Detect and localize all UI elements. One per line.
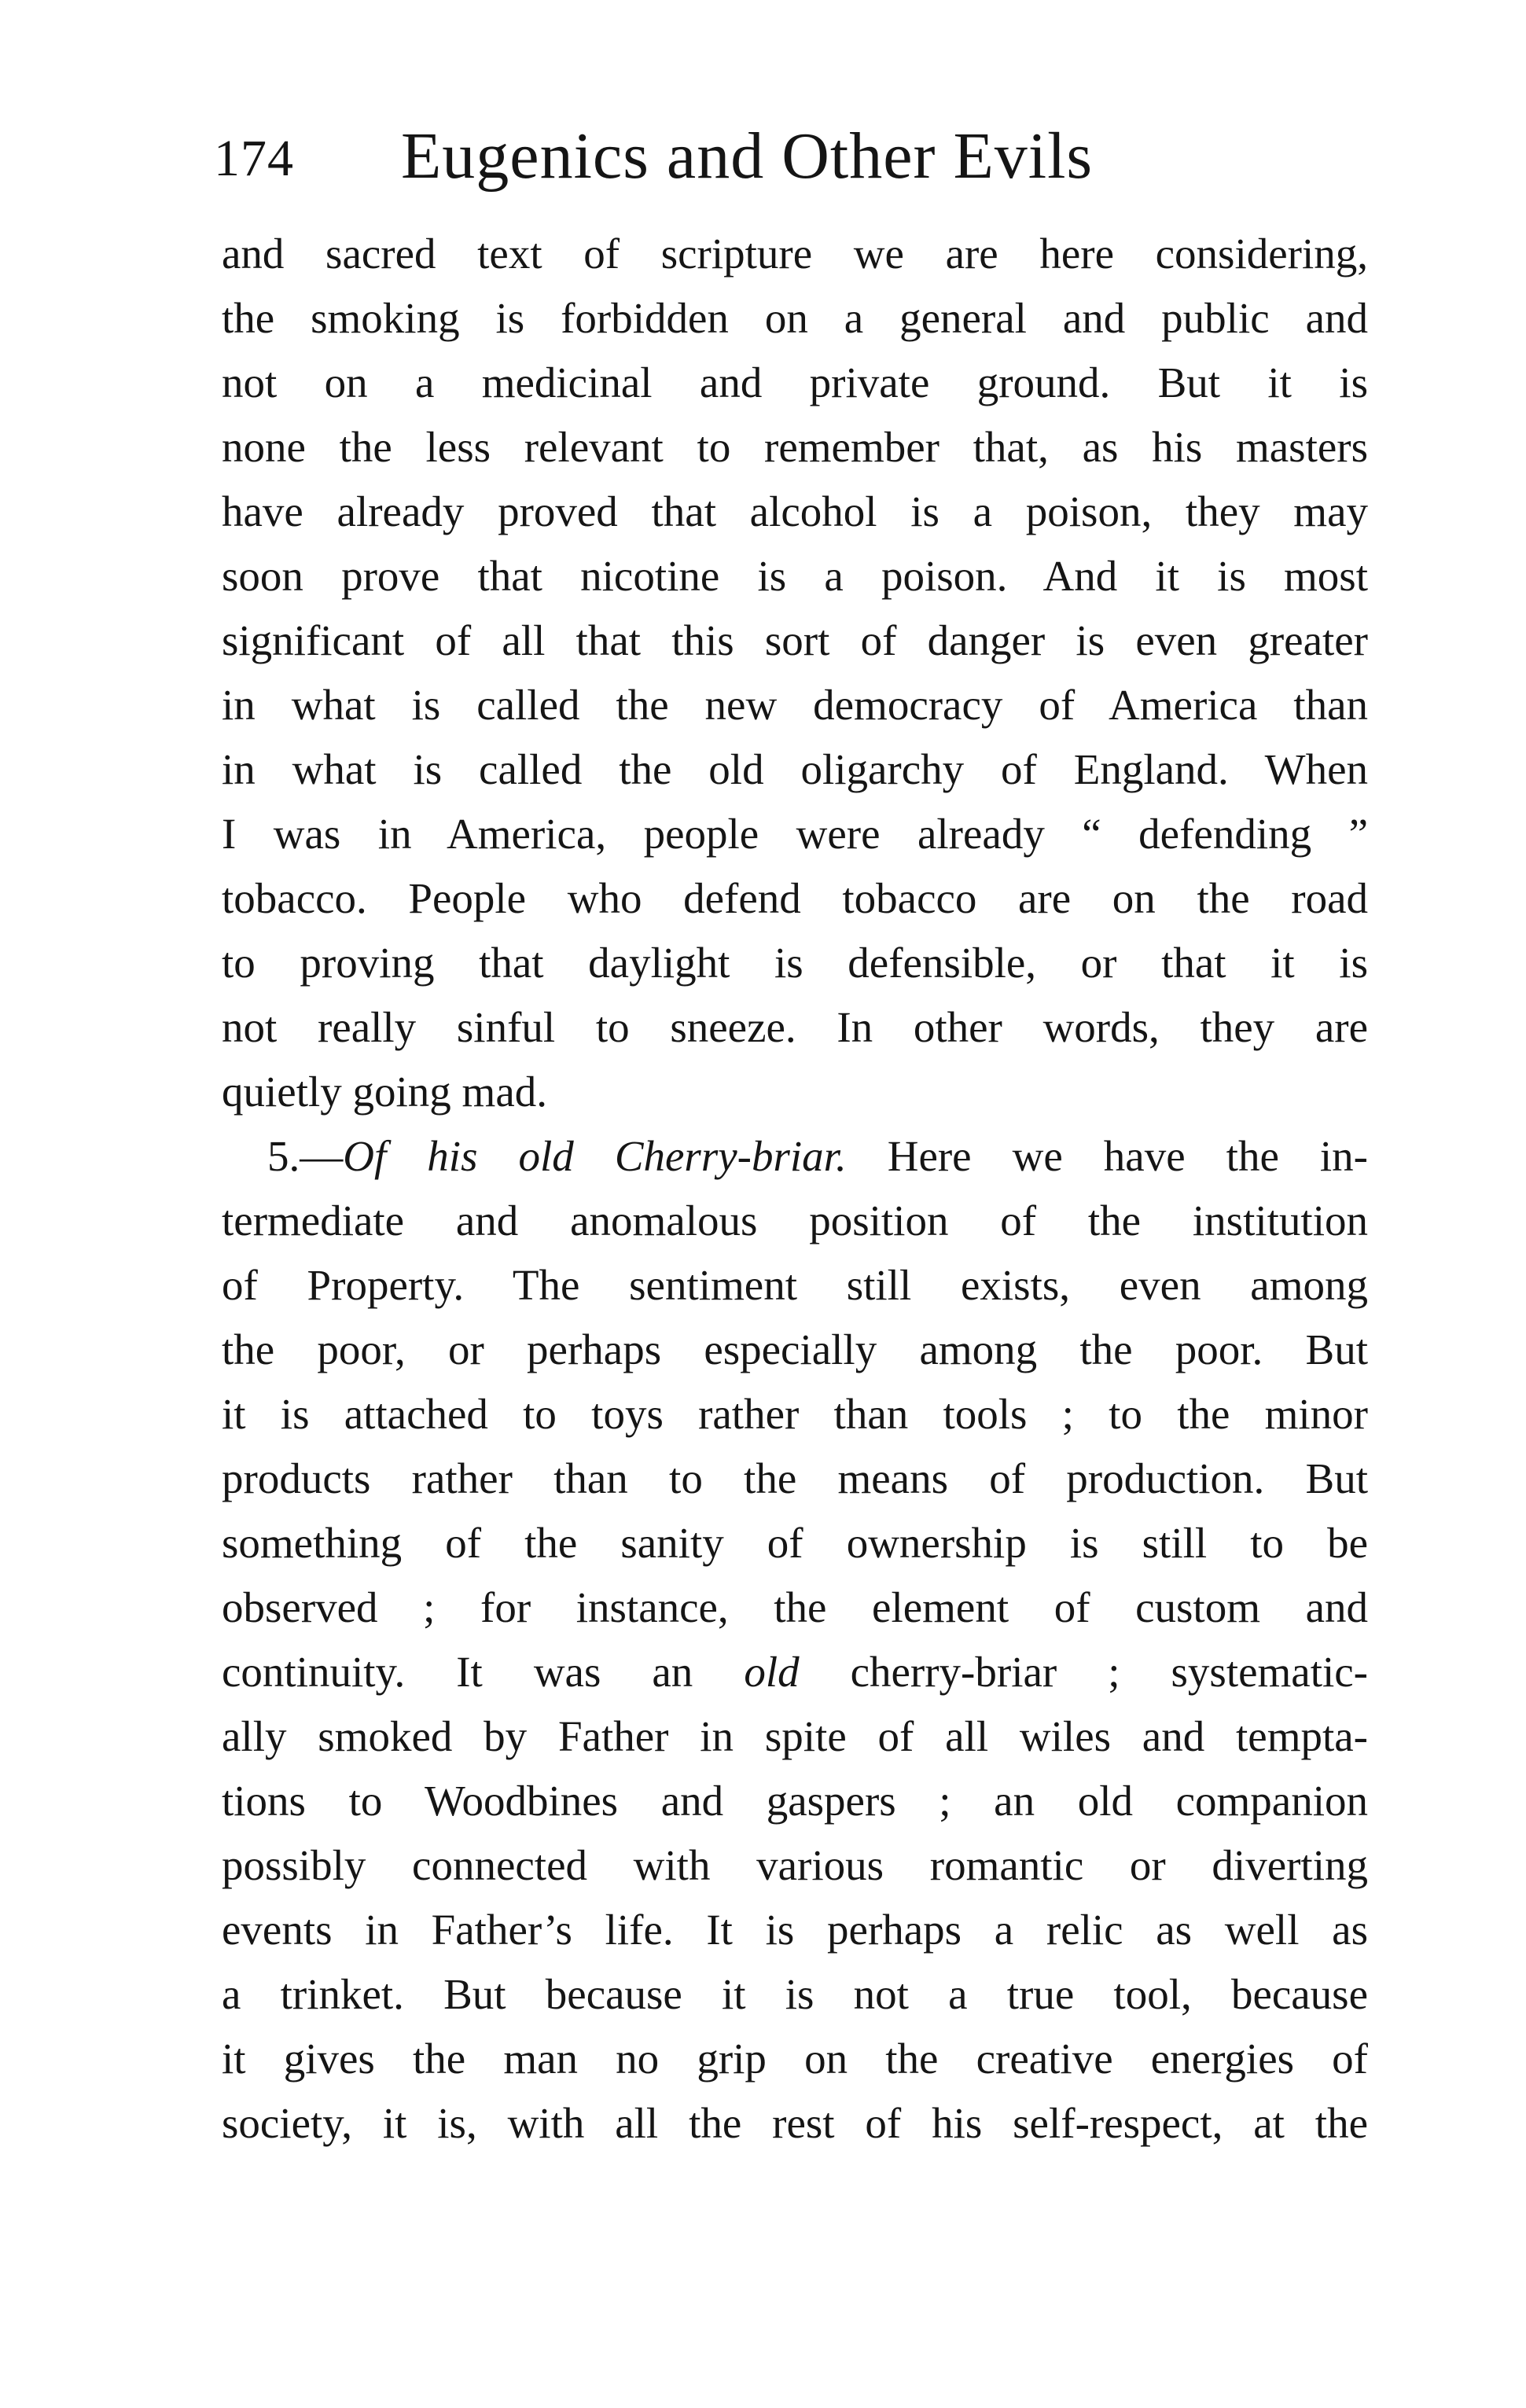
- text-line: and sacred text of scripture we are here considering,: [222, 230, 1368, 278]
- text-line: products rather than to the means of production. But: [222, 1454, 1368, 1502]
- text-fragment: cherry-briar ; systematic-: [799, 1648, 1368, 1696]
- text-line: of Property. The sentiment still exists, even among: [222, 1261, 1368, 1309]
- text-line: have already proved that alcohol is a poison, they may: [222, 487, 1368, 535]
- text-line: it gives the man no grip on the creative energies of: [222, 2035, 1368, 2083]
- text-line: soon prove that nicotine is a poison. And it is most: [222, 552, 1368, 600]
- text-line: something of the sanity of ownership is still to be: [222, 1519, 1368, 1567]
- text-fragment: Here we have the in-: [846, 1132, 1368, 1180]
- text-fragment: continuity. It was an: [222, 1648, 745, 1696]
- text-line: to proving that daylight is defensible, or that it is: [222, 939, 1368, 987]
- text-line: a trinket. But because it is not a true tool, because: [222, 1970, 1368, 2018]
- text-line: possibly connected with various romantic or diverting: [222, 1841, 1368, 1889]
- text-line: none the less relevant to remember that, as his masters: [222, 423, 1368, 471]
- text-line: not really sinful to sneeze. In other words, they are: [222, 1003, 1368, 1051]
- page-number: 174: [214, 130, 294, 187]
- section-heading-line: [222, 1124, 1368, 1189]
- paragraph-1: [222, 222, 1368, 1124]
- text-line: significant of all that this sort of danger is even greater: [222, 616, 1368, 664]
- text-line: in what is called the old oligarchy of England. When: [222, 745, 1368, 793]
- running-title: Eugenics and Other Evils: [401, 119, 1094, 193]
- text-line: observed ; for instance, the element of custom and: [222, 1583, 1368, 1631]
- section-number: 5.—: [267, 1132, 344, 1180]
- section-title: Of his old Cherry-briar.: [343, 1132, 847, 1180]
- text-line: in what is called the new democracy of America than: [222, 681, 1368, 729]
- emphasis-old: old: [744, 1648, 800, 1696]
- text-line: tions to Woodbines and gaspers ; an old companion: [222, 1777, 1368, 1825]
- text-line: not on a medicinal and private ground. But it is: [222, 358, 1368, 406]
- body-text: [222, 222, 1368, 2156]
- text-line: the poor, or perhaps especially among the poor. But: [222, 1325, 1368, 1373]
- paragraph-2: [222, 1124, 1368, 2156]
- text-line: the smoking is forbidden on a general and public and: [222, 294, 1368, 342]
- text-line: termediate and anomalous position of the institution: [222, 1197, 1368, 1244]
- text-line: society, it is, with all the rest of his self-respect, at the: [222, 2099, 1368, 2147]
- page-header: [214, 118, 1377, 212]
- text-line: events in Father’s life. It is perhaps a relic as well as: [222, 1906, 1368, 1954]
- text-line: quietly going mad.: [222, 1068, 547, 1116]
- text-line: ally smoked by Father in spite of all wiles and tempta-: [222, 1712, 1368, 1760]
- text-line: tobacco. People who defend tobacco are on the road: [222, 874, 1368, 922]
- text-line: it is attached to toys rather than tools ; to the minor: [222, 1390, 1368, 1438]
- text-line: I was in America, people were already “ defending ”: [222, 810, 1368, 858]
- text-line-with-emphasis: [222, 1640, 1368, 1704]
